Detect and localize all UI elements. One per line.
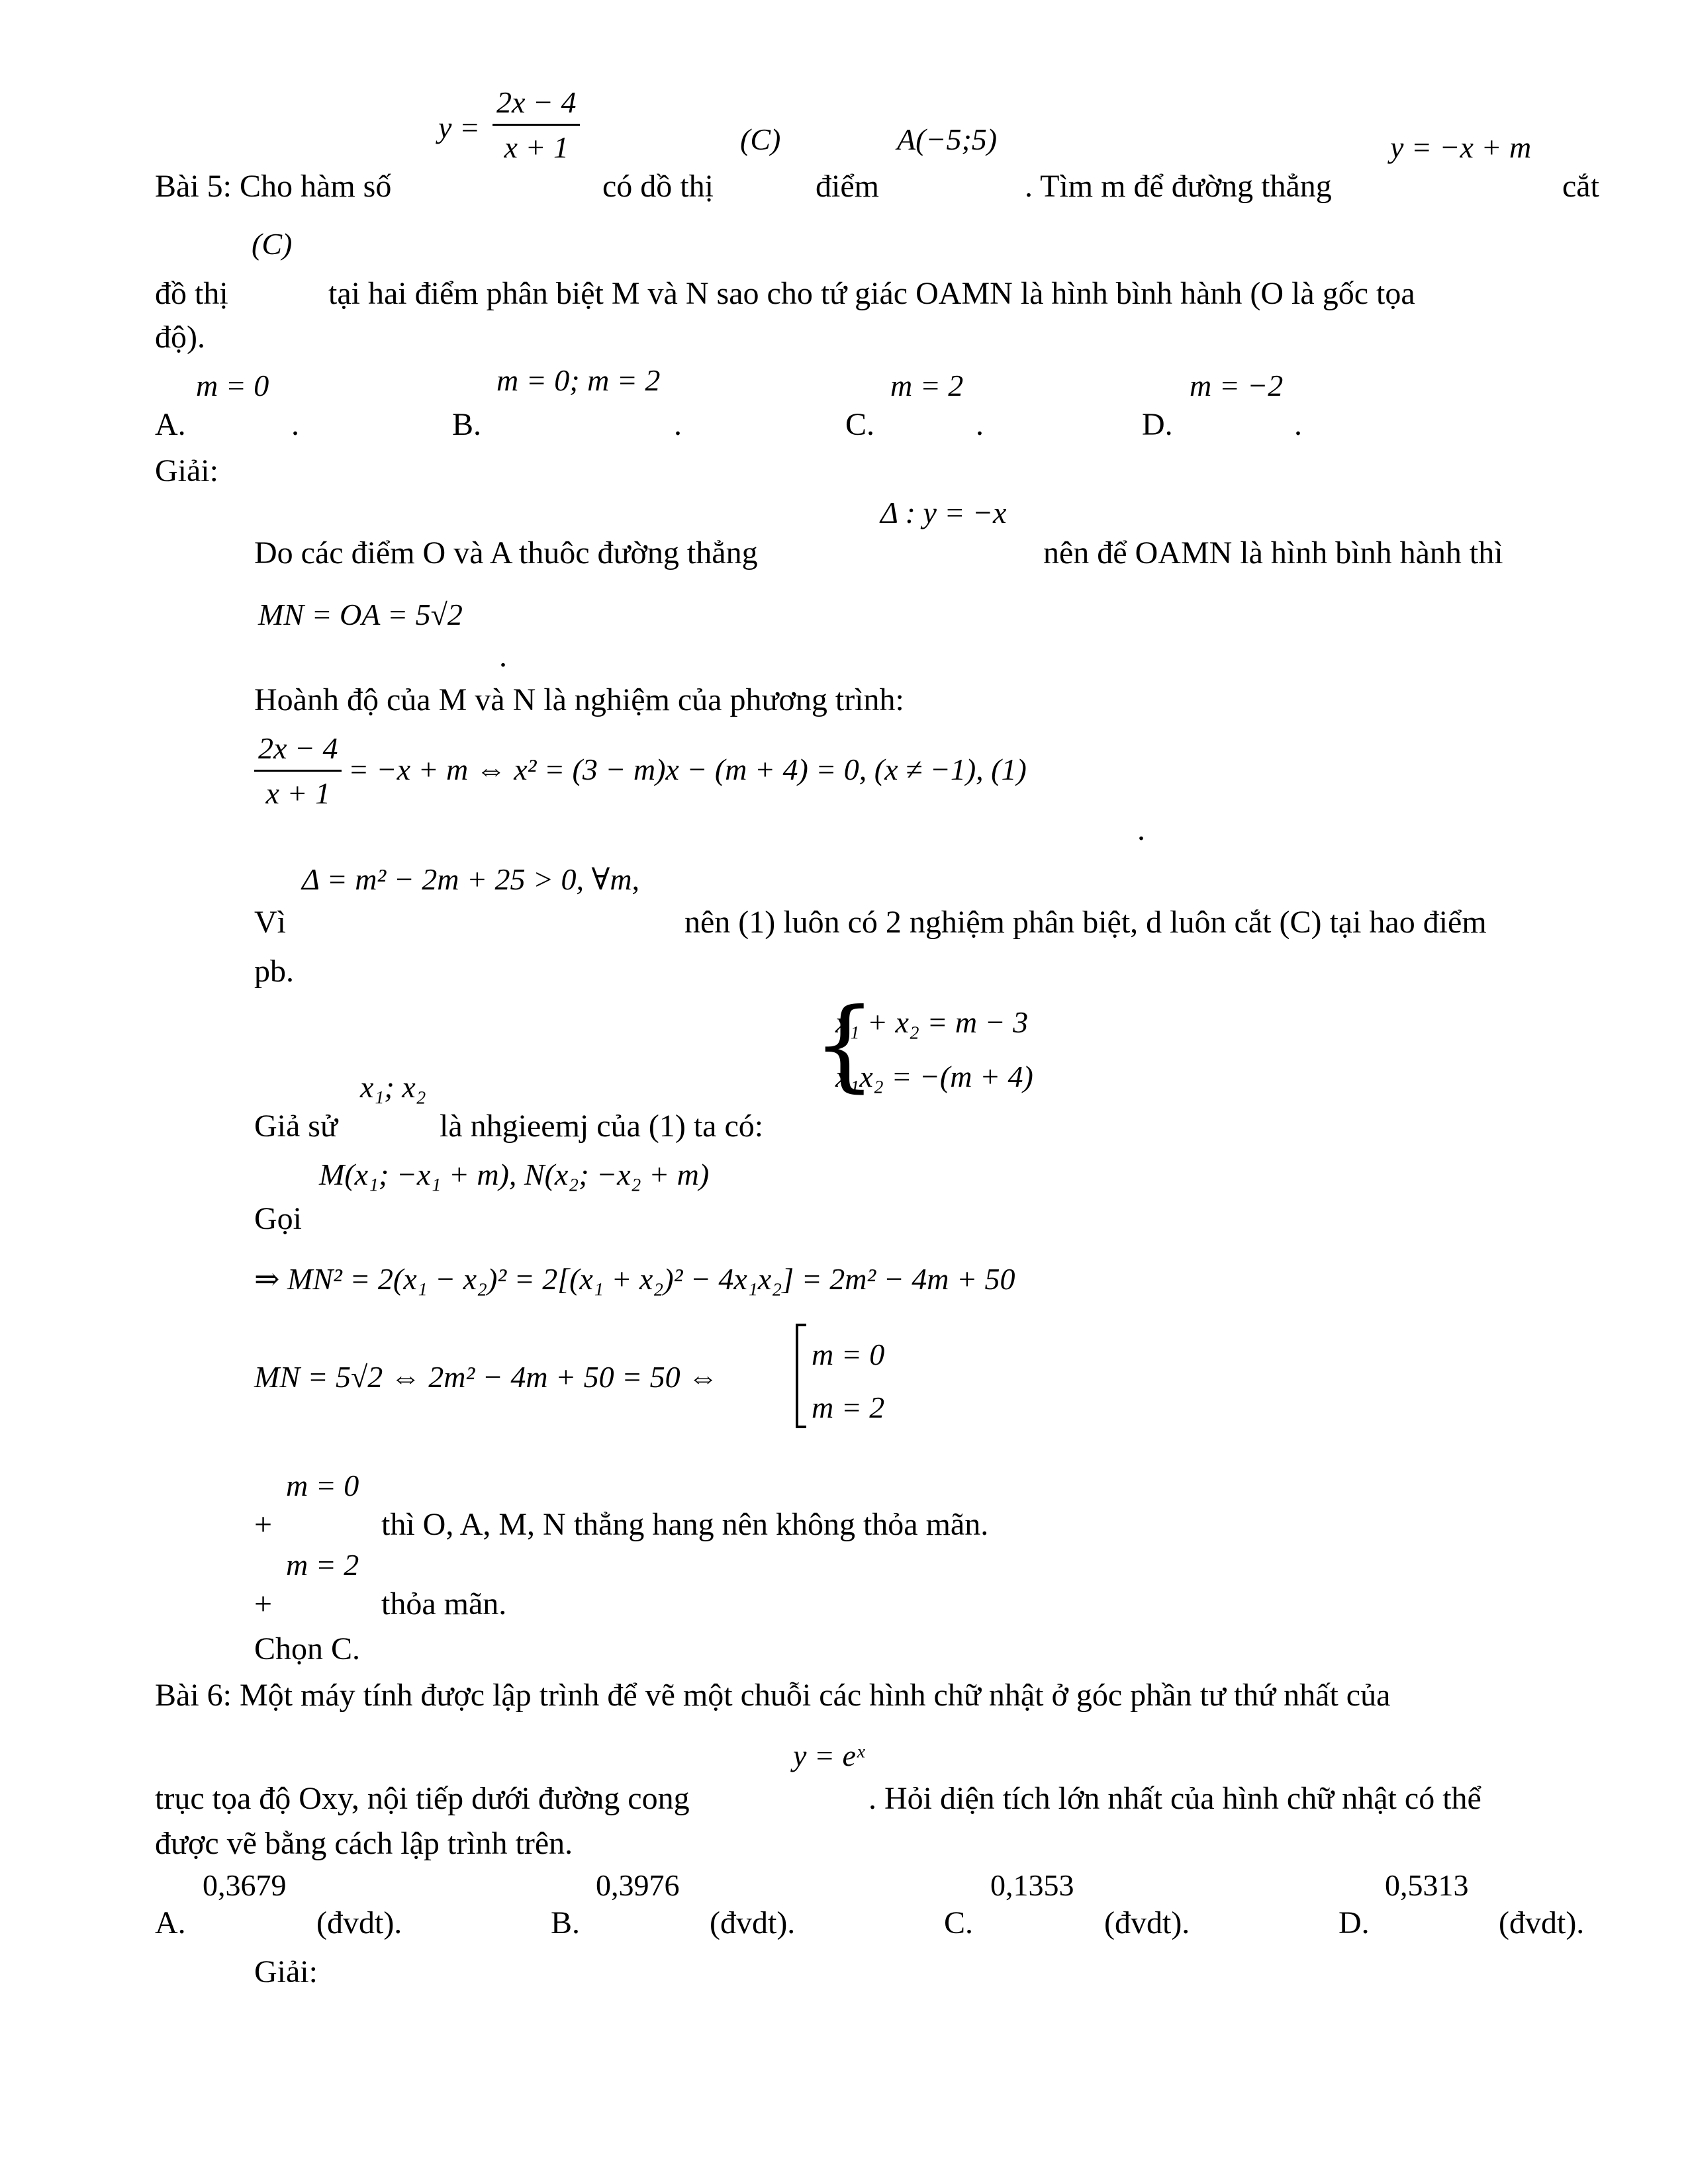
b6-option-a-unit: (đvdt). — [316, 1905, 402, 1940]
find-text: . Tìm m để đường thẳng — [1025, 169, 1332, 204]
mn-squared: ⇒ MN² = 2(x₁ − x₂)² = 2[(x₁ + x₂)² − 4x₁x₂] = 2m² − 4m + 50 — [254, 1262, 1015, 1296]
case-m0: m = 0 — [812, 1338, 885, 1371]
option-c-letter: C. — [845, 407, 875, 442]
s2-fraction — [254, 731, 342, 811]
bai6-line2-b: . Hỏi diện tích lớn nhất của hình chữ nhật có thể — [868, 1781, 1481, 1816]
option-b-dot: . — [674, 407, 682, 442]
bai5-line3: độ). — [155, 320, 205, 355]
b6-option-b-letter: B. — [551, 1905, 581, 1940]
s2-denominator: x + 1 — [265, 776, 330, 810]
function-fraction — [492, 85, 580, 165]
choose-answer: Chọn C. — [254, 1631, 361, 1666]
discriminant: Δ = m² − 2m + 25 > 0, ∀m, — [302, 862, 640, 896]
b6-option-c-letter: C. — [944, 1905, 974, 1940]
bai5-solution-label: Giải: — [155, 453, 218, 488]
b6-option-a-value: 0,3679 — [203, 1868, 287, 1902]
s3-text2: pb. — [254, 954, 294, 989]
cases-bracket — [796, 1324, 806, 1428]
option-c-math: m = 2 — [890, 369, 964, 402]
s3-text: nên (1) luôn có 2 nghiệm phân biệt, d luôn cắt (C) tại hao điểm — [684, 905, 1487, 940]
fraction-bar — [254, 770, 342, 772]
option-d-math: m = −2 — [1190, 369, 1284, 402]
curve-exp: y = eˣ — [793, 1739, 865, 1772]
system-eq1: x₁ + x₂ = m − 3 — [835, 1005, 1029, 1039]
b6-option-b-unit: (đvdt). — [710, 1905, 796, 1940]
bai6-line3: được vẽ bằng cách lập trình trên. — [155, 1826, 573, 1861]
s2-text: Hoành độ của M và N là nghiệm của phương trình: — [254, 682, 904, 717]
case-m2: m = 2 — [812, 1390, 885, 1424]
function-numerator: 2x − 4 — [496, 85, 577, 119]
function-y-label: y = — [438, 111, 480, 144]
mn-equals-oa: MN = OA = 5√2 — [258, 598, 463, 631]
c1-math: m = 0 — [286, 1469, 359, 1502]
s2-equation: = −x + m ⇔ x² = (3 − m)x − (m + 4) = 0, (x ≠ −1), (1) — [348, 752, 1027, 786]
option-d-dot: . — [1294, 407, 1302, 442]
mn-solve: MN = 5√2 ⇔ 2m² − 4m + 50 = 50 ⇔ — [254, 1360, 719, 1394]
c2-plus: + — [254, 1586, 273, 1621]
bai5-intro: Bài 5: Cho hàm số — [155, 169, 392, 204]
s2-numerator: 2x − 4 — [258, 731, 338, 765]
s5-text: Gọi — [254, 1201, 302, 1236]
option-d-letter: D. — [1142, 407, 1173, 442]
b6-option-d-letter: D. — [1338, 1905, 1370, 1940]
system-eq2: x₁x₂ = −(m + 4) — [835, 1060, 1033, 1093]
line-equation: y = −x + m — [1390, 130, 1532, 164]
point-word: điểm — [816, 169, 879, 204]
option-a-letter: A. — [155, 407, 186, 442]
option-a-math: m = 0 — [196, 369, 269, 402]
c2-text: thỏa mãn. — [381, 1586, 507, 1621]
curve-c-label: (C) — [740, 122, 781, 156]
b6-option-b-value: 0,3976 — [596, 1868, 680, 1902]
bai6-line2-a: trục tọa độ Oxy, nội tiếp dưới đường cong — [155, 1781, 690, 1816]
option-a-dot: . — [291, 407, 299, 442]
graph-word: đồ thị — [155, 276, 228, 311]
s1-text-a: Do các điểm O và A thuôc đường thẳng — [254, 535, 758, 570]
option-c-dot: . — [976, 407, 984, 442]
bai5-line2: tại hai điểm phân biệt M và N sao cho tứ giác OAMN là hình bình hành (O là gốc tọa — [328, 276, 1415, 311]
b6-option-c-unit: (đvdt). — [1104, 1905, 1190, 1940]
cut-text: cắt — [1562, 169, 1599, 204]
s2-dot: . — [1137, 812, 1145, 847]
b6-option-a-letter: A. — [155, 1905, 186, 1940]
s1-dot: . — [499, 639, 507, 674]
c1-text: thì O, A, M, N thẳng hang nên không thỏa mãn. — [381, 1507, 989, 1542]
s3-vi: Vì — [254, 905, 286, 940]
s4-text-a: Giả sử — [254, 1109, 338, 1144]
system-brace: { — [813, 987, 876, 1103]
option-b-letter: B. — [452, 407, 482, 442]
b6-option-d-value: 0,5313 — [1385, 1868, 1469, 1902]
curve-c-label-2: (C) — [252, 227, 293, 261]
s4-text-b: là nhgieemj của (1) ta có: — [440, 1109, 764, 1144]
option-b-math: m = 0; m = 2 — [496, 363, 661, 397]
bai6-line1: Bài 6: Một máy tính được lập trình để vẽ một chuỗi các hình chữ nhật ở góc phần tư thứ nhất của — [155, 1678, 1391, 1713]
b6-option-d-unit: (đvdt). — [1499, 1905, 1585, 1940]
points-m-n: M(x₁; −x₁ + m), N(x₂; −x₂ + m) — [319, 1158, 710, 1191]
fraction-bar — [492, 124, 580, 126]
function-denominator: x + 1 — [504, 130, 569, 164]
has-graph-text: có dồ thị — [602, 169, 714, 204]
c1-plus: + — [254, 1507, 273, 1542]
delta-line: Δ : y = −x — [880, 496, 1007, 529]
s1-text-b: nên để OAMN là hình bình hành thì — [1043, 535, 1503, 570]
c2-math: m = 2 — [286, 1548, 359, 1582]
point-a: A(−5;5) — [897, 122, 998, 156]
b6-option-c-value: 0,1353 — [990, 1868, 1074, 1902]
roots-x1-x2: x₁; x₂ — [360, 1070, 426, 1104]
bai6-solution-label: Giải: — [254, 1954, 318, 1989]
